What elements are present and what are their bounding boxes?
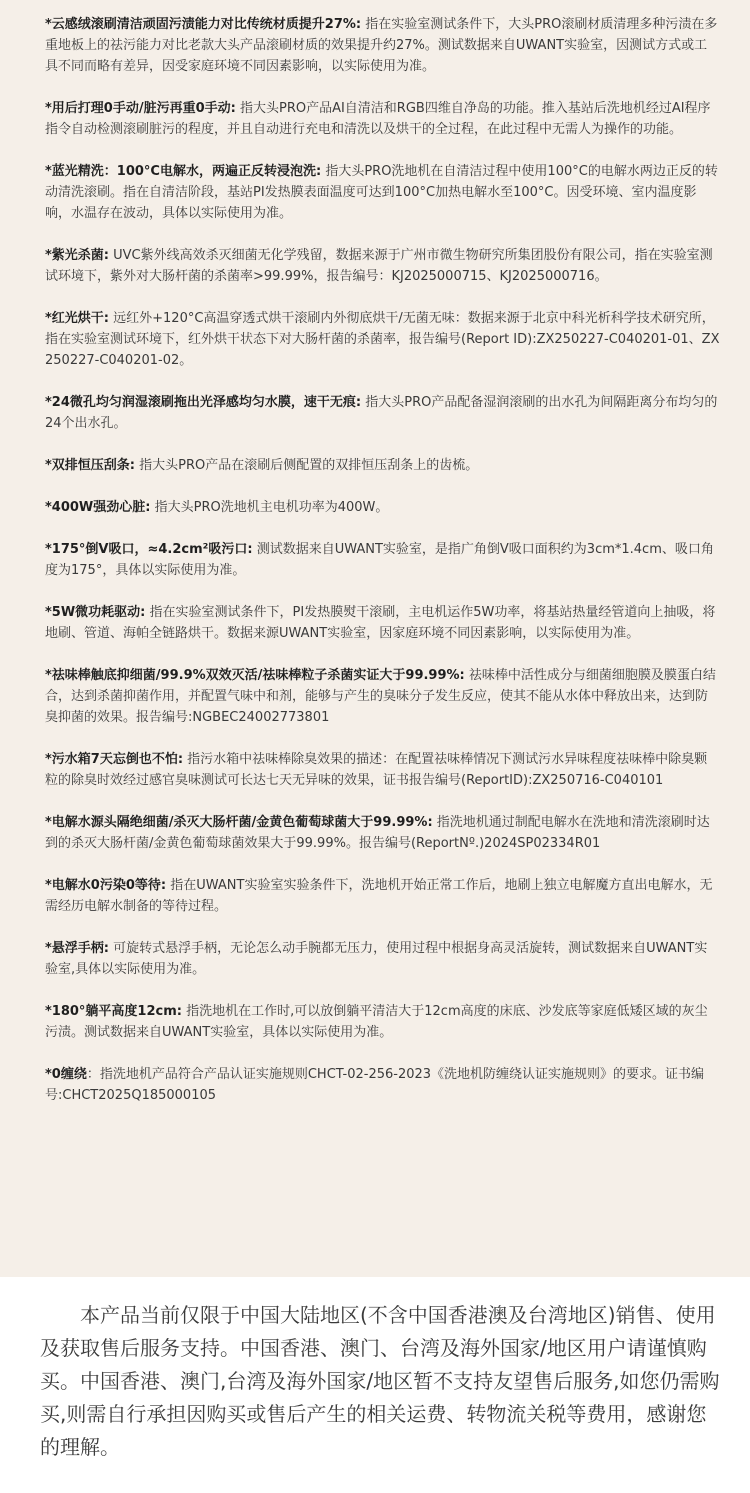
note-dirty-tank [45,749,720,791]
note-anti-tangle [45,1064,720,1106]
note-term: *祛味棒触底抑细菌/99.9%双效灭活/祛味棒粒子杀菌实证大于99.99%: [45,668,465,683]
note-scraper [45,455,720,476]
note-deodorant-stick [45,665,720,728]
note-term: *电解水0污染0等待: [45,878,167,893]
note-description: 测试数据来自UWANT实验室，是指广角倒V吸口面积约为3cm*1.4cm、吸口角度为175°，具体以实际使用为准。 [45,542,714,578]
note-self-clean [45,98,720,140]
note-term: *云感绒滚刷清洁顽固污渍能力对比传统材质提升27%: [45,17,362,32]
note-description: ：指洗地机产品符合产品认证实施规则CHCT-02-256-2023《洗地机防缠绕认证实施规则》的要求。证书编号:CHCT2025Q185000105 [45,1067,705,1103]
note-description: 指大头PRO洗地机在自清洁过程中使用100°C的电解水两边正反的转动清洗滚刷。指在自清洁阶段，基站PI发热膜表面温度可达到100°C加热电解水至100°C。因受环境、室内温度影响，水温存在波动，具体以实际使用为准。 [45,164,718,221]
note-infrared-drying [45,308,720,371]
sales-region-notice: 本产品当前仅限于中国大陆地区(不含中国香港澳及台湾地区)销售、使用及获取售后服务支持。中国香港、澳门、台湾及海外国家/地区用户请谨慎购买。中国香港、澳门,台湾及海外国家/地区暂不支持友望售后服务,如您仍需购买,则需自行承担因购买或售后产生的相关运费、转物流关税等费用，感谢您的理解。 [40,1303,720,1459]
note-term: *红光烘干: [45,311,109,326]
note-suction-port [45,539,720,581]
note-term: *400W强劲心脏: [45,500,151,515]
note-description: 指在UWANT实验室实验条件下，洗地机开始正常工作后，地刷上独立电解魔方直出电解水，无需经历电解水制备的等待过程。 [45,878,713,914]
note-description: 远红外+120°C高温穿透式烘干滚刷内外彻底烘干/无菌无味：数据来源于北京中科光析科学技术研究所，指在实验室测试环境下，红外烘干状态下对大肠杆菌的杀菌率，报告编号(Report ID):ZX250227-C040201-01、ZX250227-C040201-02。 [45,311,720,368]
note-term: *悬浮手柄: [45,941,109,956]
note-term: *24微孔均匀润湿滚刷拖出光泽感均匀水膜，速干无痕: [45,395,362,410]
note-term: *0缠绕 [45,1067,87,1082]
note-low-power-drive [45,602,720,644]
note-description: 可旋转式悬浮手柄，无论怎么动手腕都无压力，使用过程中根据身高灵活旋转，测试数据来自UWANT实验室,具体以实际使用为准。 [45,941,708,977]
note-brush-material [45,14,720,77]
note-term: *紫光杀菌: [45,248,109,263]
note-term: *180°躺平高度12cm: [45,1004,182,1019]
note-floating-handle [45,938,720,980]
note-term: *175°倒V吸口，≈4.2cm²吸污口: [45,542,253,557]
note-description: 指大头PRO产品配备湿润滚刷的出水孔为间隔距离分布均匀的24个出水孔。 [45,395,718,431]
note-lay-flat [45,1001,720,1043]
note-term: *用后打理0手动/脏污再重0手动: [45,101,236,116]
note-motor-power [45,497,720,518]
note-electrolyzed-water [45,812,720,854]
note-water-holes [45,392,720,434]
note-description: 指在实验室测试条件下，大头PRO滚刷材质清理多种污渍在多重地板上的祛污能力对比老款大头产品滚刷材质的效果提升约27%。测试数据来自UWANT实验室，因测试方式或工具不同而略有差异，因受家庭环境不同因素影响，以实际使用为准。 [45,17,718,74]
note-term: *双排恒压刮条: [45,458,135,473]
note-term: *5W微功耗驱动: [45,605,146,620]
note-description: 指污水箱中祛味棒除臭效果的描述：在配置祛味棒情况下测试污水异味程度祛味棒中除臭颗粒的除臭时效经过感官臭味测试可长达七天无异味的效果，证书报告编号(ReportID):ZX250716-C040101 [45,752,708,788]
note-description: 指洗地机通过制配电解水在洗地和清洗滚刷时达到的杀灭大肠杆菌/金黄色葡萄球菌效果大于99.99%。报告编号(ReportNº.)2024SP02334R01 [45,815,710,851]
sales-region-notice-panel [0,1277,750,1493]
note-description: UVC紫外线高效杀灭细菌无化学残留，数据来源于广州市微生物研究所集团股份有限公司，指在实验室测试环境下，紫外对大肠杆菌的杀菌率>99.99%，报告编号：KJ2025000715、KJ2025000716。 [45,248,713,284]
note-no-wait [45,875,720,917]
note-description: 指大头PRO产品在滚刷后侧配置的双排恒压刮条上的齿梳。 [135,458,479,473]
note-description: 祛味棒中活性成分与细菌细胞膜及膜蛋白结合，达到杀菌抑菌作用，并配置气味中和剂，能够与产生的臭味分子发生反应，使其不能从水体中释放出来，达到防臭抑菌的效果。报告编号:NGBEC24002773801 [45,668,716,725]
note-description: 指大头PRO产品AI自清洁和RGB四维自净岛的功能。推入基站后洗地机经过AI程序指令自动检测滚刷脏污的程度，并且自动进行充电和清洗以及烘干的全过程，在此过程中无需人为操作的功能。 [45,101,711,137]
note-uv-sterilization [45,245,720,287]
note-description: 指在实验室测试条件下，PI发热膜熨干滚刷，主电机运作5W功率，将基站热量经管道向上抽吸，将地刷、管道、海帕全链路烘干。数据来源UWANT实验室，因家庭环境不同因素影响，以实际使用为准。 [45,605,716,641]
note-term: *电解水源头隔绝细菌/杀灭大肠杆菌/金黄色葡萄球菌大于99.99%: [45,815,433,830]
note-blue-light-wash [45,161,720,224]
note-description: 指大头PRO洗地机主电机功率为400W。 [150,500,389,515]
note-term: *蓝光精洗：100°C电解水，两遍正反转浸泡洗: [45,164,322,179]
note-description: 指洗地机在工作时,可以放倒躺平清洁大于12cm高度的床底、沙发底等家庭低矮区域的灰尘污渍。测试数据来自UWANT实验室，具体以实际使用为准。 [45,1004,708,1040]
note-term: *污水箱7天忘倒也不怕: [45,752,184,767]
